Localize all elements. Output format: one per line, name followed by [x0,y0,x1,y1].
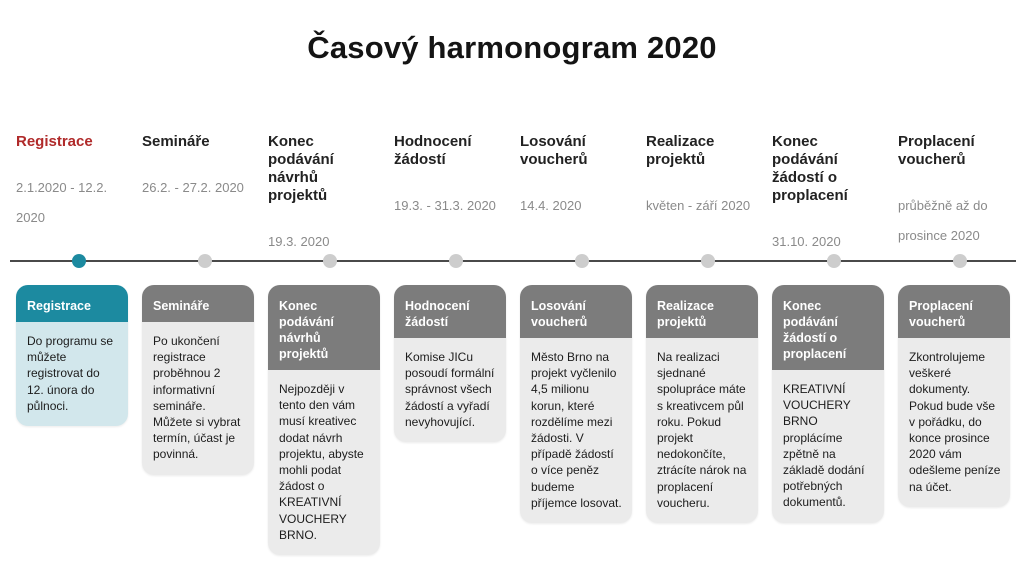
step-4-heading [394,133,506,213]
step-3-card-text: Nejpozději v tento den vám musí kreativec dodat návrh projektu, abyste mohli podat žádost o KREATIVNÍ VOUCHERY BRNO. [279,382,364,542]
step-6-date: květen - září 2020 [646,198,751,213]
step-7-card-text: KREATIVNÍ VOUCHERY BRNO proplácíme zpětně na základě dodání potřebných dokumentů. [783,382,865,510]
step-6-heading [646,133,758,213]
step-6-marker [701,254,715,268]
step-5-title: Losování voucherů [520,133,588,168]
step-2-date: 26.2. - 27.2. 2020 [142,180,244,195]
step-8-card [898,285,1010,507]
step-1-marker [72,254,86,268]
step-1-card-title: Registrace [16,285,128,322]
step-2-card-title: Semináře [142,285,254,322]
step-3-card [268,285,380,555]
timeline-axis [10,260,1016,262]
step-2-card [142,285,254,475]
step-6-title: Realizace projektů [646,133,715,168]
step-7-card [772,285,884,523]
step-6-card [646,285,758,523]
step-3-card-title: Konec podávání návrhů projektů [268,285,380,370]
step-8-card-text: Zkontrolujeme veškeré dokumenty. Pokud bude vše v pořádku, do konce prosince 2020 vám odešleme peníze na účet. [909,350,1001,494]
step-4-card [394,285,506,442]
step-3-marker [323,254,337,268]
step-4-card-title: Hodnocení žádostí [394,285,506,338]
step-7-heading [772,133,884,249]
step-7-title: Konec podávání žádostí o proplacení [772,133,848,204]
step-5-date: 14.4. 2020 [520,198,582,213]
step-8-date: průběžně až do prosince 2020 [898,198,988,243]
step-7-card-title: Konec podávání žádostí o proplacení [772,285,884,370]
step-8-marker [953,254,967,268]
step-4-marker [449,254,463,268]
step-2-title: Semináře [142,133,210,150]
step-1-heading [16,133,128,225]
step-5-card-text: Město Brno na projekt vyčlenilo 4,5 milionu korun, které rozdělíme mezi žádosti. V případě žádostí o více peněz budeme příjemce losovat. [531,350,622,510]
step-4-title: Hodnocení žádostí [394,133,472,168]
step-1-title: Registrace [16,133,93,150]
step-8-card-title: Proplacení voucherů [898,285,1010,338]
step-7-marker [827,254,841,268]
step-7-date: 31.10. 2020 [772,234,841,249]
step-4-date: 19.3. - 31.3. 2020 [394,198,496,213]
step-2-marker [198,254,212,268]
step-8-heading [898,133,1010,243]
step-5-marker [575,254,589,268]
step-6-card-text: Na realizaci sjednané spolupráce máte s kreativcem půl roku. Pokud projekt nedokončíte, ztrácíte nárok na proplacení voucheru. [657,350,747,510]
page-title: Časový harmonogram 2020 [307,30,717,65]
step-8-title: Proplacení voucherů [898,133,975,168]
step-5-card [520,285,632,523]
step-5-heading [520,133,632,213]
step-3-date: 19.3. 2020 [268,234,330,249]
step-4-card-text: Komise JICu posoudí formální správnost všech žádostí a vyřadí nevyhovující. [405,350,495,429]
step-2-card-text: Po ukončení registrace proběhnou 2 informativní semináře. Můžete si vybrat termín, účast je povinná. [153,334,241,462]
step-1-date: 2.1.2020 - 12.2. 2020 [16,180,108,225]
step-3-title: Konec podávání návrhů projektů [268,133,334,204]
step-1-card-text: Do programu se můžete registrovat do 12. února do půlnoci. [27,334,114,413]
step-5-card-title: Losování voucherů [520,285,632,338]
step-1-card [16,285,128,426]
step-2-heading [142,133,254,195]
step-6-card-title: Realizace projektů [646,285,758,338]
step-3-heading [268,133,380,249]
